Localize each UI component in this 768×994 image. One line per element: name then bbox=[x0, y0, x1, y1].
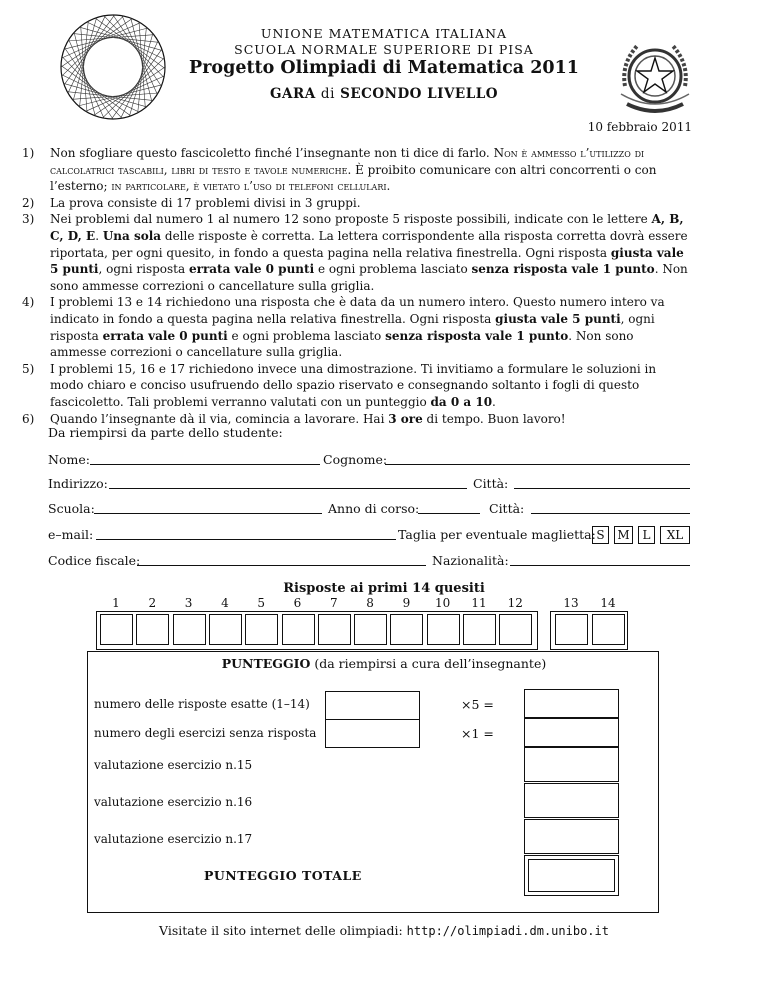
exact-count-box[interactable] bbox=[325, 691, 420, 720]
exam-date: 10 febbraio 2011 bbox=[587, 120, 692, 134]
rule-text: di tempo. Buon lavoro! bbox=[422, 411, 566, 426]
rule-item-1 bbox=[22, 145, 692, 195]
rule-item-4 bbox=[22, 294, 692, 360]
rule-text: . Non sono ammesse correzioni o cancellature sulla griglia. bbox=[50, 262, 688, 293]
exact-score-box[interactable] bbox=[524, 689, 619, 718]
rule-text-bold: errata vale 0 punti bbox=[188, 262, 315, 277]
rule-text: e ogni problema lasciato bbox=[314, 262, 472, 277]
score-row-label-17: valutazione esercizio n.17 bbox=[94, 832, 253, 846]
rule-number: 1) bbox=[22, 146, 35, 160]
form-intro: Da riempirsi da parte dello studente: bbox=[48, 425, 283, 440]
answer-number-13: 13 bbox=[563, 596, 579, 610]
answer-cell-12[interactable] bbox=[499, 614, 532, 645]
answer-number-1: 1 bbox=[112, 596, 120, 610]
rule-number: 4) bbox=[22, 295, 35, 310]
scuola-label: Scuola: bbox=[48, 501, 95, 516]
answer-number-14: 14 bbox=[600, 596, 616, 610]
page-title: Progetto Olimpiadi di Matematica 2011 bbox=[189, 58, 579, 78]
org-line-1: UNIONE MATEMATICA ITALIANA bbox=[260, 26, 508, 41]
blank-count-box[interactable] bbox=[325, 719, 420, 748]
answer-cell-9[interactable] bbox=[390, 614, 423, 645]
score-title-bold: PUNTEGGIO bbox=[221, 656, 311, 671]
rule-text-bold: senza risposta vale 1 punto bbox=[385, 328, 569, 343]
total-score-box[interactable] bbox=[528, 859, 615, 892]
footer bbox=[0, 923, 768, 938]
score-row-label-16: valutazione esercizio n.16 bbox=[94, 795, 253, 809]
citta-label: Città: bbox=[473, 476, 509, 491]
answer-number-10: 10 bbox=[435, 596, 451, 610]
size-option-m[interactable]: M bbox=[614, 526, 633, 544]
rule-text: , ogni risposta bbox=[98, 262, 189, 277]
rule-text: , ogni risposta bbox=[50, 311, 655, 343]
codice-field[interactable] bbox=[137, 565, 426, 566]
score-row-label-exact: numero delle risposte esatte (1–14) bbox=[94, 697, 310, 711]
rule-text: . bbox=[95, 228, 103, 243]
rule-text: I problemi 15, 16 e 17 richiedono invece una dimostrazione. Ti invitiamo a formulare le soluzioni in modo chiaro e conciso usufruendo dello spazio riservato e consegnando soltanto i fogli di questo fascicoletto. Tali problemi verranno valutati con un punteggio bbox=[50, 361, 657, 409]
answer-cell-6[interactable] bbox=[282, 614, 315, 645]
rule-text: . bbox=[492, 394, 496, 409]
rule-text-smallcaps: Non è ammesso l’utilizzo di calcolatrici tascabili, libri di testo e tavole numeriche. bbox=[50, 146, 645, 177]
answer-number-12: 12 bbox=[507, 596, 523, 610]
email-field[interactable] bbox=[96, 539, 396, 540]
size-option-l[interactable]: L bbox=[638, 526, 655, 544]
answer-number-4: 4 bbox=[221, 596, 229, 610]
rule-text: e ogni problema lasciato bbox=[227, 328, 386, 343]
answer-cell-11[interactable] bbox=[463, 614, 496, 645]
answer-number-5: 5 bbox=[257, 596, 265, 610]
answers-title: Risposte ai primi 14 quesiti bbox=[283, 581, 485, 596]
answer-number-11: 11 bbox=[471, 596, 487, 610]
rule-number: 2) bbox=[22, 195, 35, 210]
subtitle-part-a: GARA bbox=[270, 86, 316, 102]
score-title-rest: (da riempirsi a cura dell’insegnante) bbox=[310, 656, 547, 671]
anno-field[interactable] bbox=[418, 513, 480, 514]
answer-cell-1[interactable] bbox=[100, 614, 133, 645]
citta-field[interactable] bbox=[514, 488, 690, 489]
cognome-label: Cognome: bbox=[323, 452, 388, 467]
nome-label: Nome: bbox=[48, 452, 90, 467]
rule-text-bold: Una sola bbox=[102, 228, 162, 243]
size-option-s[interactable]: S bbox=[592, 526, 609, 544]
size-option-xl[interactable]: XL bbox=[660, 526, 690, 544]
indirizzo-field[interactable] bbox=[109, 488, 467, 489]
score-box-17[interactable] bbox=[524, 819, 619, 854]
rule-text: La prova consiste di 17 problemi divisi in 3 gruppi. bbox=[50, 195, 361, 210]
nome-field[interactable] bbox=[90, 464, 320, 465]
answer-cell-4[interactable] bbox=[209, 614, 242, 645]
rule-item-2 bbox=[22, 195, 692, 212]
rule-text: . Non sono ammesse correzioni o cancellature sulla griglia. bbox=[50, 328, 634, 360]
answer-number-7: 7 bbox=[329, 596, 338, 610]
answer-cell-5[interactable] bbox=[245, 614, 278, 645]
rule-text-smallcaps: in particolare, è vietato l’uso di telefoni cellulari. bbox=[111, 179, 391, 194]
answer-cell-10[interactable] bbox=[427, 614, 460, 645]
score-row-label-blank: numero degli esercizi senza risposta bbox=[94, 726, 317, 740]
answer-cell-13[interactable] bbox=[555, 614, 588, 645]
multiplier-1: ×1 = bbox=[461, 726, 494, 741]
answer-number-3: 3 bbox=[184, 596, 193, 610]
header-organizations bbox=[0, 26, 768, 58]
answer-cell-3[interactable] bbox=[173, 614, 206, 645]
answer-cell-8[interactable] bbox=[354, 614, 387, 645]
rule-text: Non sfogliare questo fascicoletto finché l’insegnante non ti dice di farlo. bbox=[50, 146, 494, 160]
anno-label: Anno di corso: bbox=[328, 501, 420, 516]
codice-label: Codice fiscale: bbox=[48, 553, 141, 568]
score-box-16[interactable] bbox=[524, 783, 619, 818]
rule-number: 3) bbox=[22, 212, 35, 227]
taglia-label: Taglia per eventuale maglietta: bbox=[398, 527, 596, 542]
citta-scuola-field[interactable] bbox=[531, 513, 690, 514]
score-title bbox=[0, 656, 768, 671]
answer-number-8: 8 bbox=[366, 596, 374, 610]
total-score-label: PUNTEGGIO TOTALE bbox=[204, 868, 362, 883]
rule-text-bold: 3 ore bbox=[388, 411, 423, 426]
rule-text-bold: senza risposta vale 1 punto bbox=[471, 262, 655, 277]
rule-item-5 bbox=[22, 361, 692, 411]
page-subtitle bbox=[0, 86, 768, 102]
answer-number-2: 2 bbox=[148, 596, 157, 610]
nazionalita-label: Nazionalità: bbox=[432, 553, 509, 568]
nazionalita-field[interactable] bbox=[510, 565, 690, 566]
rule-item-3 bbox=[22, 211, 692, 294]
multiplier-5: ×5 = bbox=[461, 697, 494, 712]
rules-list bbox=[22, 145, 692, 427]
score-row-label-15: valutazione esercizio n.15 bbox=[94, 758, 253, 772]
score-box-15[interactable] bbox=[524, 747, 619, 782]
cognome-field[interactable] bbox=[385, 464, 690, 465]
rule-text: È proibito comunicare con altri concorrenti o con l’esterno; bbox=[50, 162, 657, 194]
answer-cell-7[interactable] bbox=[318, 614, 351, 645]
answer-cell-14[interactable] bbox=[592, 614, 625, 645]
scuola-field[interactable] bbox=[94, 513, 322, 514]
rule-text-bold: A, B, C, D, E bbox=[50, 212, 684, 243]
email-label: e–mail: bbox=[48, 527, 94, 542]
answer-cell-2[interactable] bbox=[136, 614, 169, 645]
rule-text-bold: giusta vale 5 punti bbox=[50, 245, 684, 277]
rule-text-bold: errata vale 0 punti bbox=[102, 328, 228, 343]
footer-text: Visitate il sito internet delle olimpiadi: bbox=[159, 923, 407, 938]
citta-scuola-label: Città: bbox=[489, 501, 525, 516]
answer-number-9: 9 bbox=[402, 596, 411, 610]
blank-score-box[interactable] bbox=[524, 718, 619, 747]
rule-text: Quando l’insegnante dà il via, comincia a lavorare. Hai bbox=[50, 411, 389, 426]
subtitle-part-b: di bbox=[320, 86, 335, 102]
rule-text: I problemi 13 e 14 richiedono una risposta che è data da un numero intero. Questo numero intero va indicato in fondo a questa pagina nella relativa finestrella. Ogni risposta bbox=[50, 295, 665, 326]
rule-number: 5) bbox=[22, 361, 35, 376]
footer-link[interactable]: http://olimpiadi.dm.unibo.it bbox=[406, 924, 609, 938]
rule-text-bold: giusta vale 5 punti bbox=[495, 311, 621, 326]
rule-number: 6) bbox=[22, 411, 35, 426]
org-line-2: SCUOLA NORMALE SUPERIORE DI PISA bbox=[234, 42, 534, 57]
rule-text: Nei problemi dal numero 1 al numero 12 sono proposte 5 risposte possibili, indicate con le lettere bbox=[50, 212, 652, 227]
answer-number-6: 6 bbox=[293, 596, 302, 610]
indirizzo-label: Indirizzo: bbox=[48, 476, 108, 491]
rule-text: delle risposte è corretta. La lettera corrispondente alla risposta corretta dovrà essere riportata, per ogni quesito, in fondo a questa pagina nella relativa finestrella. Ogni risposta bbox=[50, 228, 688, 260]
subtitle-part-c: SECONDO LIVELLO bbox=[340, 86, 498, 102]
rule-text-bold: da 0 a 10 bbox=[430, 394, 493, 409]
